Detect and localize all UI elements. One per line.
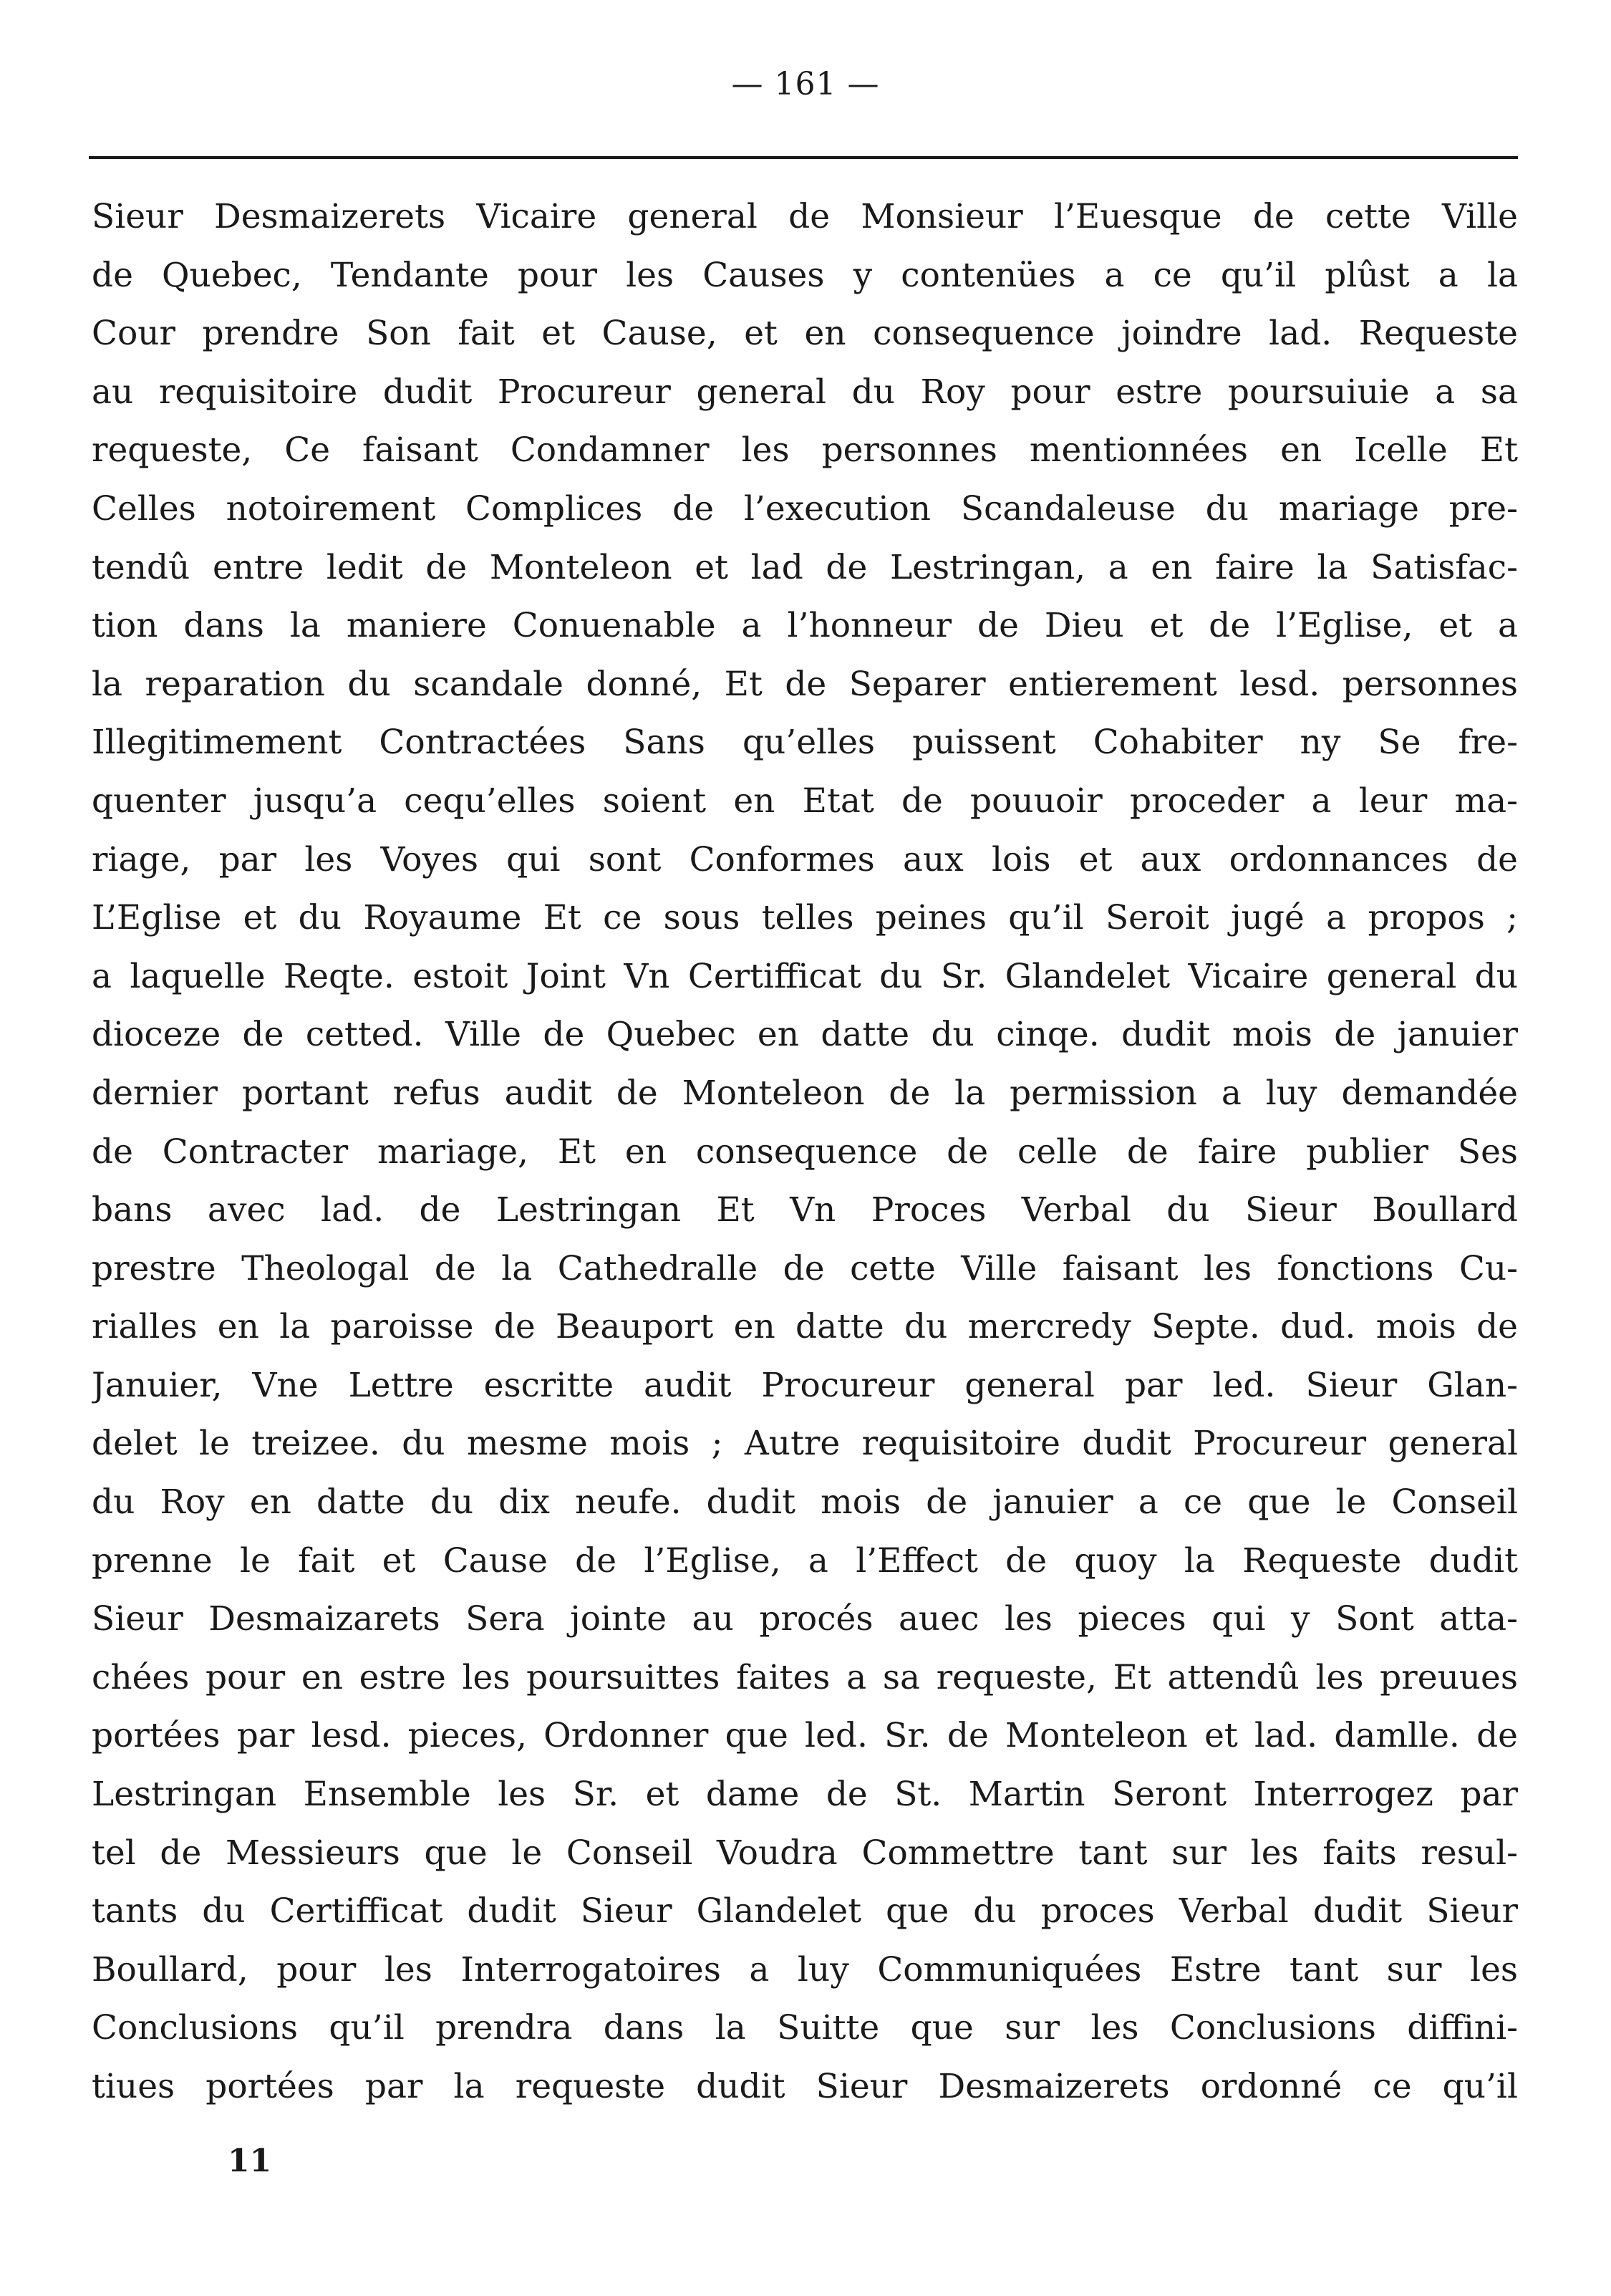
text-line: Cour prendre Son fait et Cause, et en consequence joindre lad. Requeste: [92, 314, 1518, 354]
text-line: Lestringan Ensemble les Sr. et dame de St. Martin Seront Interrogez par: [92, 1775, 1518, 1815]
text-line: Sieur Desmaizerets Vicaire general de Monsieur l’Euesque de cette Ville: [92, 197, 1518, 236]
body-text: [92, 188, 1518, 2116]
text-line: riage, par les Voyes qui sont Conformes aux lois et aux ordonnances de: [92, 839, 1518, 879]
text-line: au requisitoire dudit Procureur general du Roy pour estre poursuiuie a sa: [92, 372, 1518, 412]
text-line: prestre Theologal de la Cathedralle de cette Ville faisant les fonctions Cu-: [92, 1248, 1518, 1288]
text-line: portées par lesd. pieces, Ordonner que led. Sr. de Monteleon et lad. damlle. de: [92, 1716, 1518, 1756]
text-line: tiues portées par la requeste dudit Sieur Desmaizerets ordonné ce qu’il: [92, 2067, 1518, 2106]
text-line: du Roy en datte du dix neufe. dudit mois de januier a ce que le Conseil: [92, 1482, 1518, 1523]
text-line: Celles notoirement Complices de l’execution Scandaleuse du mariage pre-: [92, 488, 1518, 529]
text-line: requeste, Ce faisant Condamner les personnes mentionnées en Icelle Et: [92, 430, 1518, 471]
text-line: Sieur Desmaizarets Sera jointe au procés auec les pieces qui y Sont atta-: [92, 1599, 1518, 1639]
text-line: tendû entre ledit de Monteleon et lad de Lestringan, a en faire la Satisfac-: [92, 547, 1518, 587]
text-line: dioceze de cetted. Ville de Quebec en datte du cinqe. dudit mois de januier: [92, 1015, 1518, 1055]
text-line: chées pour en estre les poursuittes faites a sa requeste, Et attendû les preuues: [92, 1657, 1518, 1697]
page-number: — 161 —: [731, 66, 880, 102]
text-line: Boullard, pour les Interrogatoires a luy Communiquées Estre tant sur les: [92, 1949, 1518, 1989]
text-line: de Quebec, Tendante pour les Causes y contenües a ce qu’il plûst a la: [92, 255, 1518, 295]
text-line: bans avec lad. de Lestringan Et Vn Proces Verbal du Sieur Boullard: [92, 1190, 1518, 1230]
text-line: a laquelle Reqte. estoit Joint Vn Certifficat du Sr. Glandelet Vicaire general du: [92, 956, 1518, 996]
text-line: quenter jusqu’a cequ’elles soient en Etat de pouuoir proceder a leur ma-: [92, 781, 1518, 821]
signature-mark: 11: [228, 2143, 272, 2179]
text-line: tants du Certifficat dudit Sieur Glandelet que du proces Verbal dudit Sieur: [92, 1891, 1518, 1931]
text-line: de Contracter mariage, Et en consequence de celle de faire publier Ses: [92, 1132, 1518, 1172]
text-line: L’Eglise et du Royaume Et ce sous telles peines qu’il Seroit jugé a propos ;: [92, 898, 1518, 938]
text-line: Illegitimement Contractées Sans qu’elles puissent Cohabiter ny Se fre-: [92, 723, 1518, 763]
text-line: delet le treizee. du mesme mois ; Autre requisitoire dudit Procureur general: [92, 1424, 1518, 1464]
text-line: Januier, Vne Lettre escritte audit Procureur general par led. Sieur Glan-: [92, 1365, 1518, 1405]
text-line: rialles en la paroisse de Beauport en datte du mercredy Septe. dud. mois de: [92, 1307, 1518, 1347]
text-line: Conclusions qu’il prendra dans la Suitte que sur les Conclusions diffini-: [92, 2008, 1518, 2048]
text-line: tion dans la maniere Conuenable a l’honneur de Dieu et de l’Eglise, et a: [92, 606, 1518, 646]
text-line: prenne le fait et Cause de l’Eglise, a l’Effect de quoy la Requeste dudit: [92, 1540, 1518, 1581]
header-rule: [89, 156, 1518, 159]
text-line: dernier portant refus audit de Monteleon de la permission a luy demandée: [92, 1073, 1518, 1113]
text-line: la reparation du scandale donné, Et de Separer entierement lesd. personnes: [92, 664, 1518, 704]
text-line: tel de Messieurs que le Conseil Voudra Commettre tant sur les faits resul-: [92, 1833, 1518, 1873]
